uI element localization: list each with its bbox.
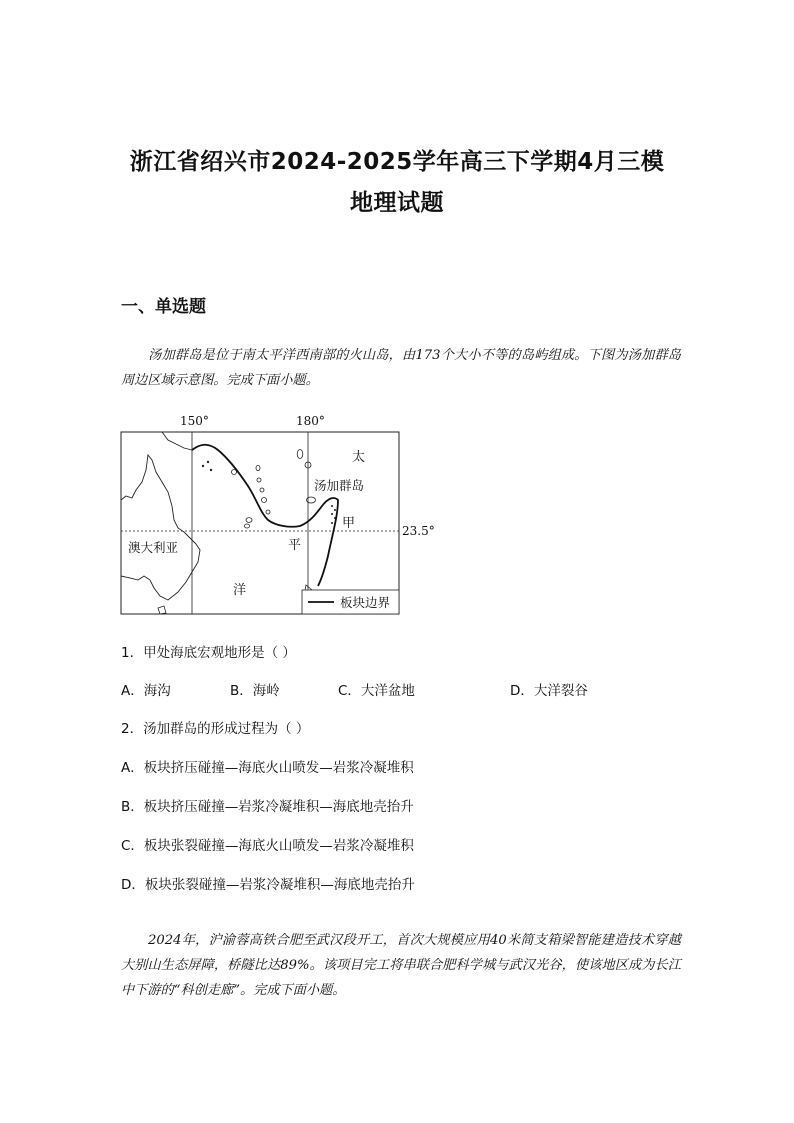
island — [207, 461, 209, 463]
island — [266, 510, 270, 514]
question-1-stem: 1．甲处海底宏观地形是（ ） — [121, 645, 296, 661]
tonga-island — [331, 505, 333, 507]
australia-coastline — [121, 455, 200, 600]
label-tonga: 汤加群岛 — [314, 478, 365, 493]
q1-option-c: C．大洋盆地 — [338, 683, 415, 699]
document-title-line2: 地理试题 — [350, 190, 444, 216]
legend-label: 板块边界 — [340, 595, 391, 610]
q2-option-d: D．板块张裂碰撞—岩浆冷凝堆积—海底地壳抬升 — [121, 877, 415, 893]
new-guinea-coast — [162, 432, 192, 450]
island — [260, 488, 264, 492]
island — [210, 469, 212, 471]
lon-label-180: 180° — [296, 414, 325, 428]
question-2-stem: 2．汤加群岛的形成过程为（ ） — [121, 721, 310, 737]
passage-1 — [121, 343, 681, 393]
document-title-line1: 浙江省绍兴市2024-2025学年高三下学期4月三模 — [129, 149, 665, 175]
lon-label-150: 150° — [180, 414, 209, 428]
label-jia: 甲 — [342, 516, 356, 531]
label-australia: 澳大利亚 — [128, 540, 179, 555]
section-heading: 一、单选题 — [121, 297, 206, 317]
label-tai: 太 — [352, 450, 366, 465]
passage-2 — [121, 928, 681, 1003]
passage-1-text: 汤加群岛是位于南太平洋西南部的火山岛，由173个大小不等的岛屿组成。下图为汤加群岛周边区域示意图。完成下面小题。 — [121, 348, 681, 388]
island — [245, 524, 250, 528]
plate-boundary — [192, 445, 338, 586]
q2-option-b: B．板块挤压碰撞—岩浆冷凝堆积—海底地壳抬升 — [121, 799, 414, 815]
island — [246, 518, 252, 523]
island — [297, 450, 303, 459]
q1-option-b: B．海岭 — [230, 683, 280, 699]
tonga-island — [331, 513, 333, 515]
tonga-island — [331, 522, 333, 524]
label-yang: 洋 — [233, 583, 247, 598]
label-ping: 平 — [288, 538, 302, 553]
passage-2-text: 2024年，沪渝蓉高铁合肥至武汉段开工，首次大规模应用40米简支箱梁智能建造技术穿越大别山生态屏障，桥隧比达89%。该项目完工将串联合肥科学城与武汉光谷，使该地区成为长江中下游的“科创走廊”。完成下面小题。 — [121, 933, 681, 998]
tasmania — [158, 606, 166, 614]
island — [256, 465, 260, 470]
q2-option-a: A．板块挤压碰撞—海底火山喷发—岩浆冷凝堆积 — [121, 760, 414, 776]
lat-label: 23.5° — [402, 524, 435, 538]
q1-option-a: A．海沟 — [121, 683, 171, 699]
q2-option-c: C．板块张裂碰撞—海底火山喷发—岩浆冷凝堆积 — [121, 838, 414, 854]
q1-option-d: D．大洋裂谷 — [510, 683, 588, 699]
tonga-island — [334, 509, 336, 511]
island — [262, 498, 267, 503]
island — [202, 465, 204, 467]
island — [257, 478, 261, 482]
tonga-region-map — [118, 410, 435, 620]
